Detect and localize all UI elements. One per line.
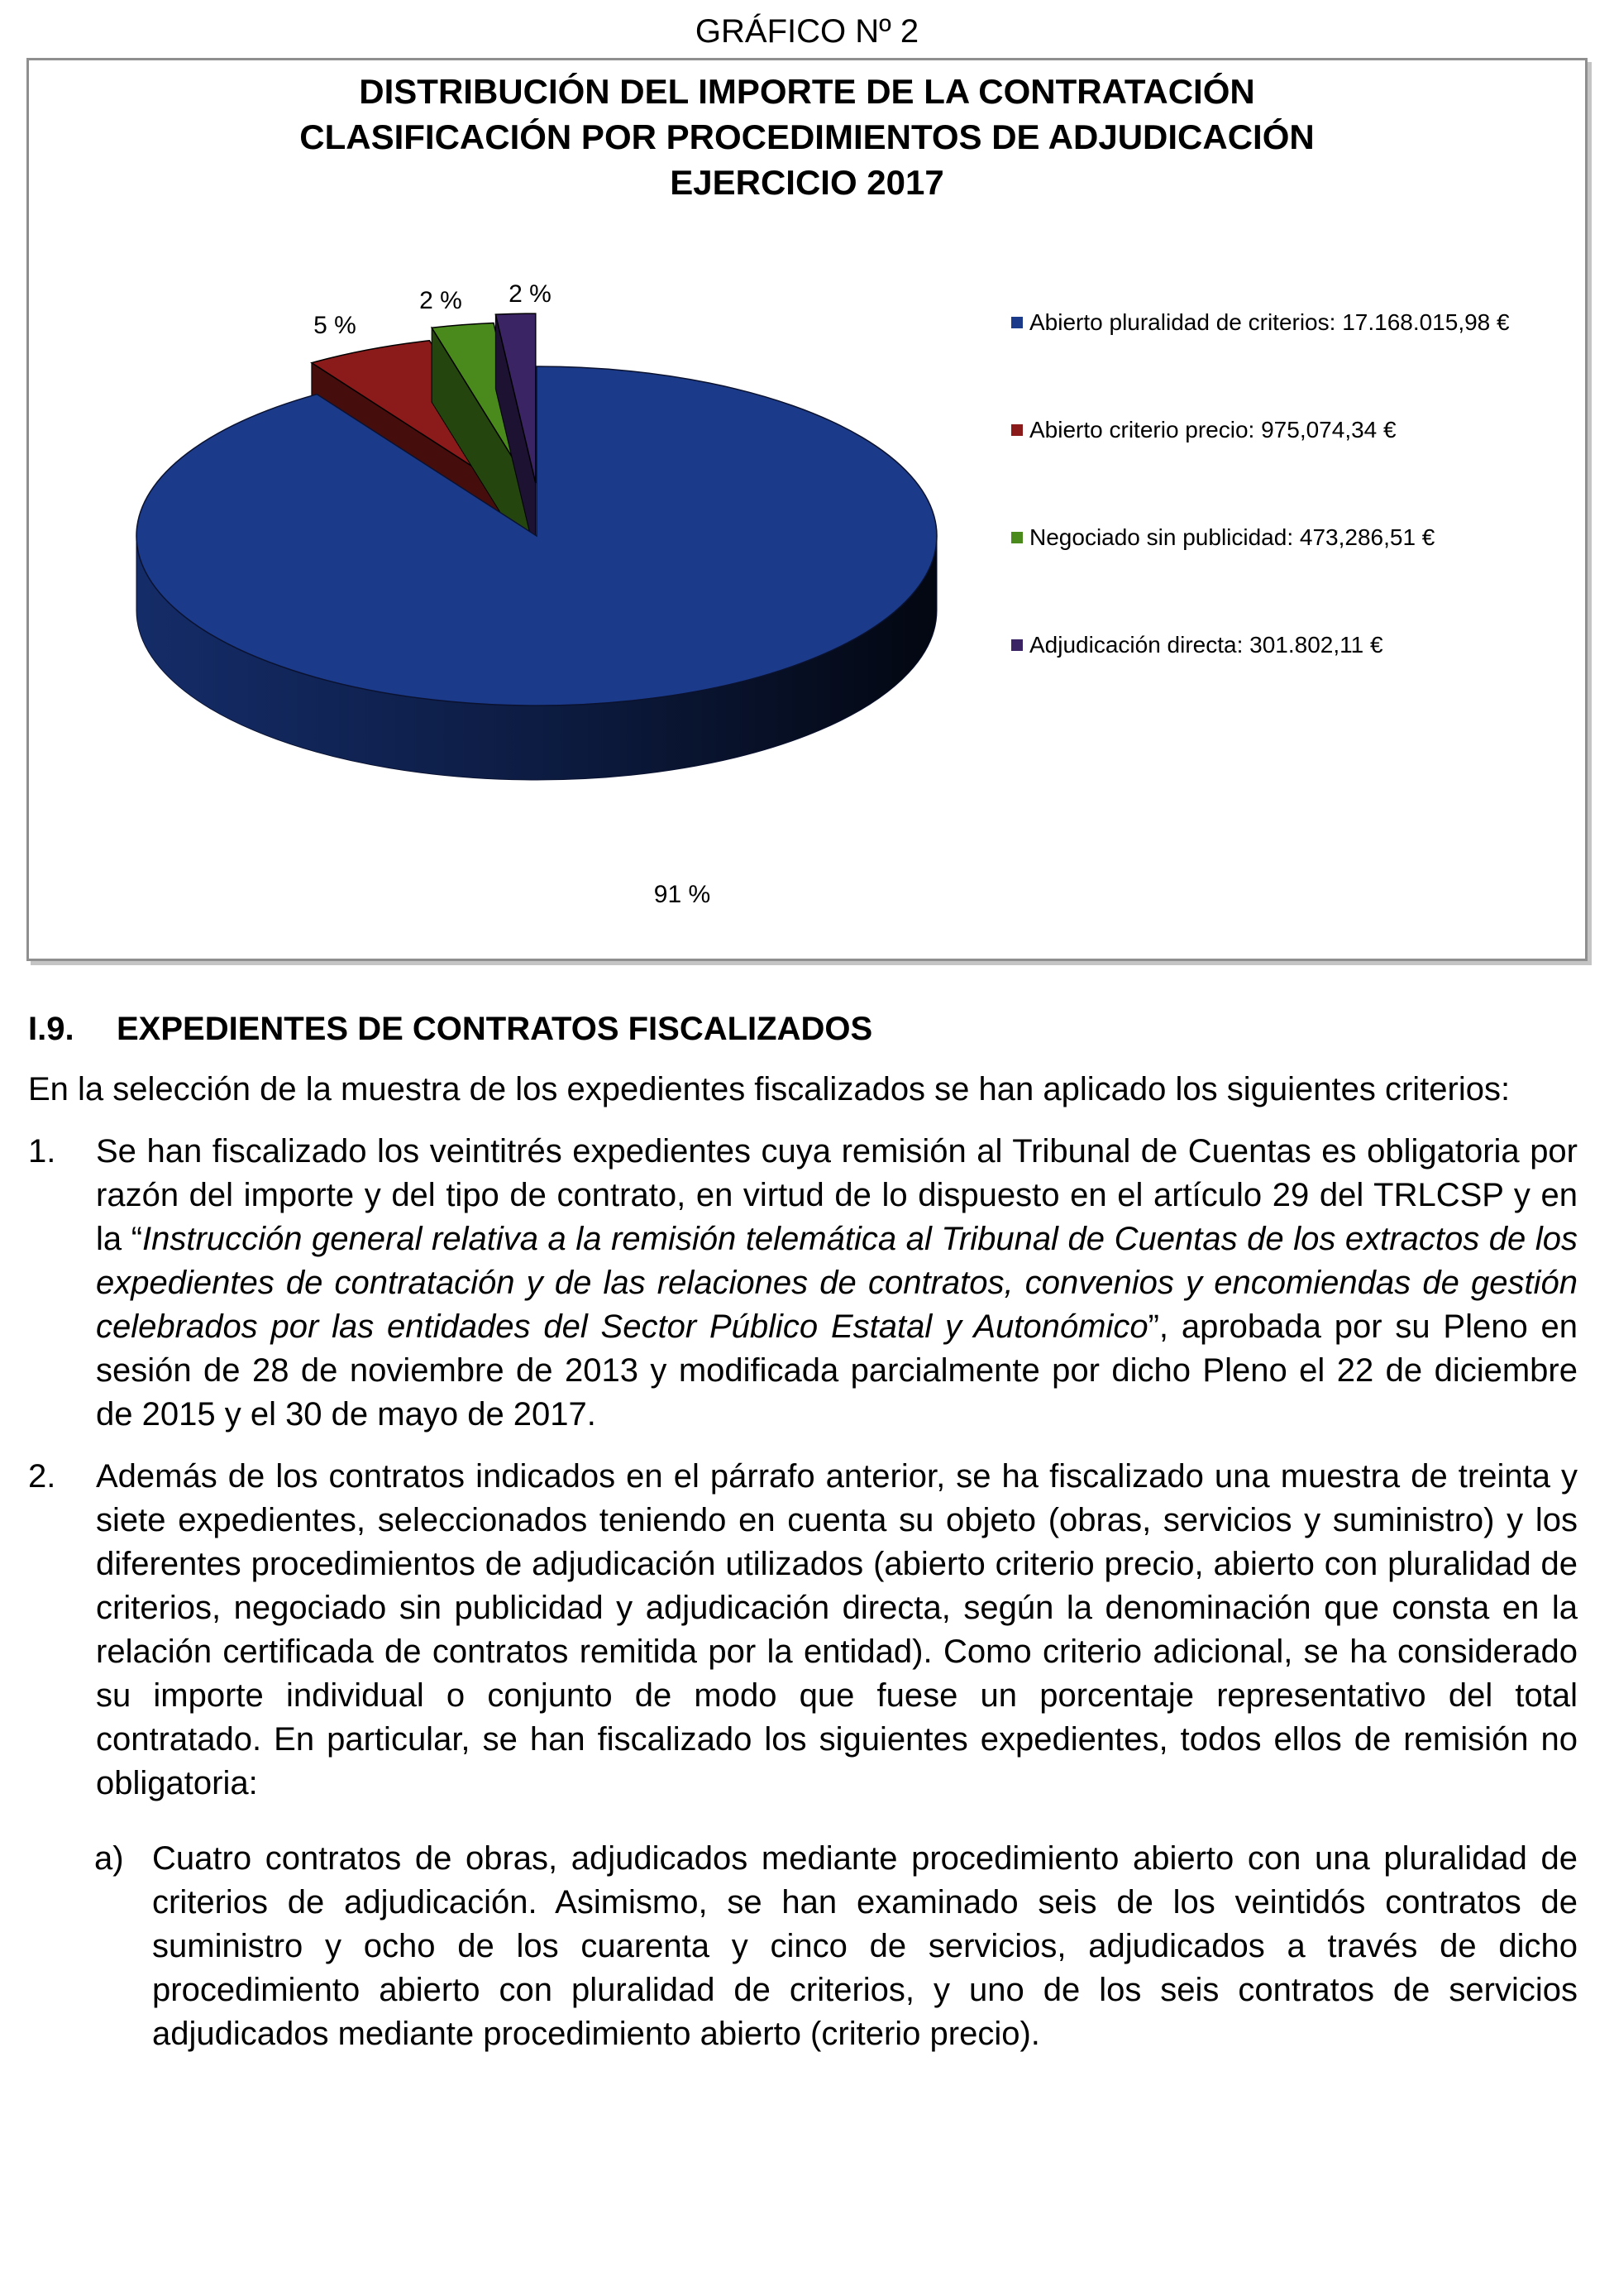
instruction-title: Instrucción general relativa a la remisión telemática al Tribunal de Cuentas de los extractos de los expedientes de contratación y de las relaciones de contratos, convenios y encomiendas de gestión celebrados por las entidades del Sector Público Estatal y Autonómico <box>96 1221 1578 1345</box>
chart-container <box>26 58 1588 961</box>
list-text-part: Se han fiscalizado los veintitrés expedientes cuya remisión al Tribunal de Cuentas es obligatoria por razón del importe y del tipo de contrato, en virtud de lo dispuesto en el artículo 29 del TRLCSP y en la “ <box>96 1133 1578 1257</box>
list-item <box>28 1130 1578 1437</box>
legend-swatch <box>1011 317 1023 328</box>
list-marker: 1. <box>28 1133 56 1170</box>
list-marker: 2. <box>28 1458 56 1495</box>
section-heading <box>28 1007 1578 1051</box>
legend-label: Adjudicación directa: 301.802,11 € <box>1029 632 1383 658</box>
figure-label: GRÁFICO Nº 2 <box>695 13 919 50</box>
legend-swatch <box>1011 424 1023 436</box>
list-text: Cuatro contratos de obras, adjudicados mediante procedimiento abierto con una pluralidad de criterios de adjudicación. Asimismo, se han examinado seis de los veintidós contratos de suministro y ocho de los cuarenta y cinco de servicios, adjudicados a través de dicho procedimiento abierto con pluralidad de criterios, y uno de los seis contratos de servicios adjudicados mediante procedimiento abierto (criterio precio). <box>152 1840 1578 2052</box>
section-title: EXPEDIENTES DE CONTRATOS FISCALIZADOS <box>117 1011 873 1047</box>
legend-item <box>1011 524 1435 552</box>
legend-swatch <box>1011 532 1023 543</box>
list-text <box>96 1130 1578 1437</box>
legend-item <box>1011 631 1383 659</box>
legend-label: Negociado sin publicidad: 473,286,51 € <box>1029 524 1435 550</box>
document-body <box>28 1007 1578 2074</box>
list-item <box>28 1455 1578 1806</box>
chart-title-line: EJERCICIO 2017 <box>670 163 944 202</box>
intro-paragraph: En la selección de la muestra de los expedientes fiscalizados se han aplicado los siguientes criterios: <box>28 1071 1511 1107</box>
pie-percent-label: 2 % <box>509 280 552 308</box>
legend-label: Abierto criterio precio: 975,074,34 € <box>1029 417 1397 442</box>
section-number: I.9. <box>28 1011 74 1047</box>
legend-item <box>1011 416 1397 444</box>
list-text-part: ”, aprobada por su Pleno en sesión de 28 de noviembre de 2013 y modificada parcialmente por dicho Pleno el 22 de diciembre de 2015 y el 30 de mayo de 2017. <box>96 1308 1578 1433</box>
list-marker: a) <box>94 1840 124 1877</box>
legend-label: Abierto pluralidad de criterios: 17.168.015,98 € <box>1029 309 1510 335</box>
pie-percent-label: 91 % <box>653 881 711 908</box>
list-text: Además de los contratos indicados en el párrafo anterior, se ha fiscalizado una muestra de treinta y siete expedientes, seleccionados teniendo en cuenta su objeto (obras, servicios y suministro) y los diferentes procedimientos de adjudicación utilizados (abierto criterio precio, abierto con pluralidad de criterios, negociado sin publicidad y adjudicación directa, según la denominación que consta en la relación certificada de contratos remitida por la entidad). Como criterio adicional, se ha considerado su importe individual o conjunto de modo que fuese un porcentaje representativo del total contratado. En particular, se han fiscalizado los siguientes expedientes, todos ellos de remisión no obligatoria: <box>96 1458 1578 1801</box>
sub-list-item <box>28 1837 1578 2056</box>
pie-slice-1 <box>136 366 937 706</box>
chart-title-line: CLASIFICACIÓN POR PROCEDIMIENTOS DE ADJUDICACIÓN <box>299 117 1315 156</box>
chart-title-line: DISTRIBUCIÓN DEL IMPORTE DE LA CONTRATACIÓN <box>359 72 1255 111</box>
legend-swatch <box>1011 639 1023 651</box>
legend-item <box>1011 309 1510 337</box>
pie-percent-label: 2 % <box>419 287 462 314</box>
chart-title <box>29 69 1585 205</box>
pie-percent-label: 5 % <box>313 312 356 339</box>
